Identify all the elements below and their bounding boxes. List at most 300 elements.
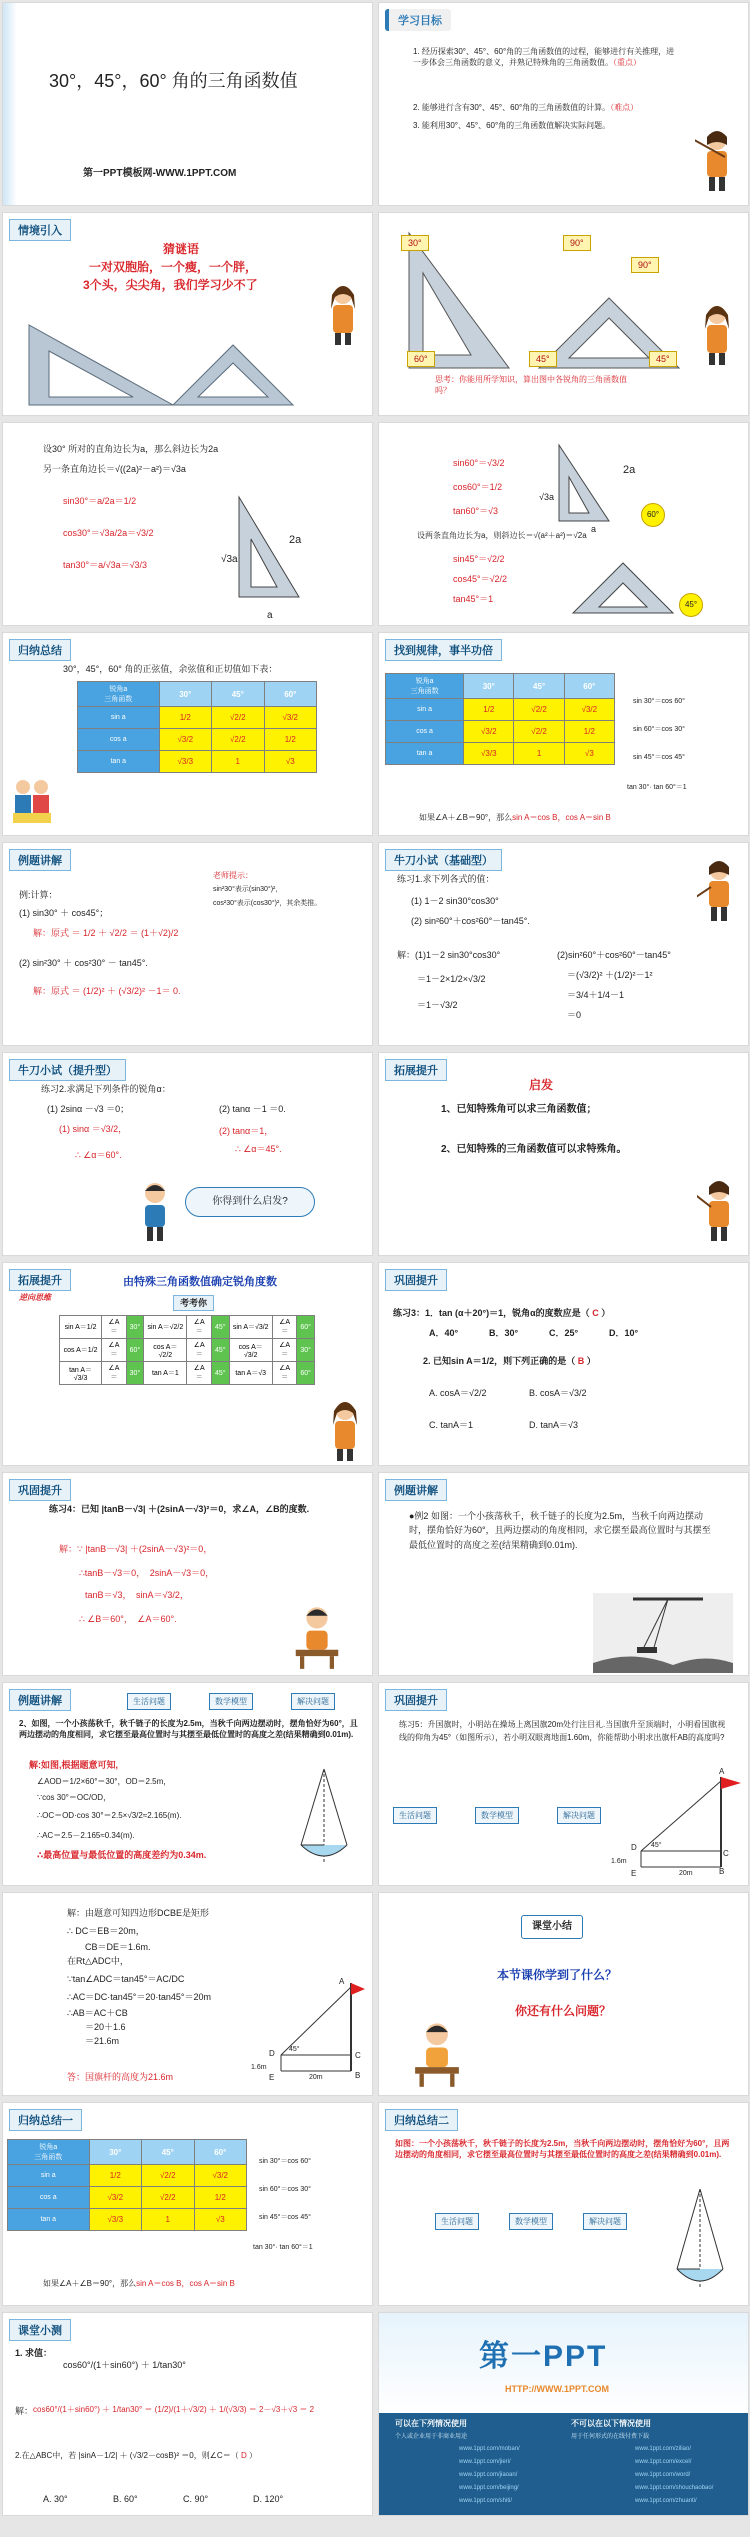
- slide-insight[interactable]: [378, 1052, 749, 1256]
- problem-text: 如图：一个小孩荡秋千，秋千链子的长度为2.5m，当秋千向两边摆动时，摆角恰好为60°，且两边摆动的角度相同，求它摆至最高位置时与其摆至最低位置时的高度之差(结果精确到0.01m).: [395, 2139, 730, 2159]
- formula-cos60: cos60°＝1/2: [453, 482, 503, 492]
- row-header: tan a: [8, 2209, 90, 2231]
- teacher-icon: [697, 1179, 741, 1243]
- quiz-label: 考考你: [173, 1295, 214, 1311]
- label-2a: 2a: [623, 464, 636, 476]
- triangle-30-60-90: [229, 487, 319, 617]
- table-cell: cos A＝√3/2: [229, 1339, 272, 1362]
- relation-4: tan 30°· tan 60°＝1: [253, 2244, 313, 2251]
- trig-value-table: [77, 681, 317, 773]
- exercise-q1-option[interactable]: C．25°: [549, 1328, 579, 1338]
- row-header: sin a: [386, 699, 464, 721]
- table-cell: tan A＝√3: [229, 1362, 272, 1385]
- resource-link[interactable]: www.1ppt.com/word/: [635, 2472, 691, 2478]
- table-cell: ∠A＝: [102, 1339, 127, 1362]
- section-header: 拓展提升: [9, 1269, 71, 1291]
- trig-value-table: [7, 2139, 247, 2231]
- label-root3a: √3a: [221, 554, 238, 565]
- resource-link[interactable]: www.1ppt.com/moban/: [459, 2446, 520, 2452]
- label-root3a: √3a: [539, 492, 554, 502]
- col-header: 45°: [212, 682, 264, 707]
- corner-cell: 锐角a 三角函数: [8, 2140, 90, 2165]
- label-2a: 2a: [289, 534, 302, 546]
- resource-link[interactable]: www.1ppt.com/jieri/: [459, 2459, 511, 2465]
- solution-line-2: ∴tanB－√3＝0， 2sinA－√3＝0，: [79, 1568, 215, 1578]
- flow-step-life: 生活问题: [393, 1807, 437, 1824]
- col-header: 60°: [194, 2140, 247, 2165]
- slide-pattern[interactable]: [378, 632, 749, 836]
- exercise-q2-option[interactable]: D. tanA＝√3: [529, 1420, 578, 1430]
- label-D: D: [269, 2049, 275, 2058]
- license-forbidden-title: 不可以在以下情况使用: [571, 2419, 651, 2428]
- table-cell: √3: [194, 2209, 247, 2231]
- answer-2-line-2: ＝(√3/2)² ＋(1/2)²－1²: [567, 970, 653, 980]
- table-cell: √3/2: [89, 2187, 141, 2209]
- table-cell: √3: [264, 751, 317, 773]
- slide-angles[interactable]: [378, 212, 749, 416]
- trig-value-table: [385, 673, 615, 765]
- label-A: A: [339, 1977, 345, 1986]
- practice-title: 练习1.求下列各式的值：: [397, 874, 495, 884]
- example-q1: (1) sin30° ＋ cos45°；: [19, 908, 109, 918]
- slide-example-1[interactable]: [2, 842, 373, 1046]
- table-cell: ∠A＝: [187, 1316, 212, 1339]
- col-header: 60°: [564, 674, 614, 699]
- solution-line-1: 解：∵ |tanB－√3| ＋(2sinA－√3)²＝0，: [59, 1544, 213, 1554]
- answer-cell: 30°: [297, 1339, 315, 1362]
- swing-photo-illustration: [593, 1593, 733, 1673]
- solution-line-8: ＝20＋1.6: [85, 2022, 126, 2032]
- table-cell: √3/3: [89, 2209, 141, 2231]
- slide-summary-table[interactable]: [2, 632, 373, 836]
- slide-subtitle: 第一PPT模板网-WWW.1PPT.COM: [83, 168, 237, 179]
- answer-2-line-1: (2)sin²60°＋cos²60°－tan45°: [557, 950, 671, 960]
- goal-2: 2. 能够进行含有30°、45°、60°角的三角函数值的计算。（难点）: [413, 103, 639, 112]
- teacher-tip-1: sin²30°表示(sin30°)²，: [213, 886, 283, 893]
- resource-link[interactable]: www.1ppt.com/ziliao/: [635, 2446, 692, 2452]
- label-E: E: [269, 2073, 275, 2082]
- girl-icon: [321, 283, 365, 347]
- girl-icon: [323, 1399, 367, 1463]
- row-header: sin a: [8, 2165, 90, 2187]
- practice-title: 练习2.求满足下列条件的锐角α：: [41, 1084, 171, 1094]
- student-writing-icon: [409, 2019, 465, 2089]
- resource-link[interactable]: www.1ppt.com/excel/: [635, 2459, 692, 2465]
- table-cell: √3/2: [464, 721, 514, 743]
- riddle-line-2: 3个头，尖尖角，我们学习少不了: [83, 278, 258, 292]
- col-header: 45°: [142, 2140, 194, 2165]
- exercise-q2-option[interactable]: B. cosA＝√3/2: [529, 1388, 587, 1398]
- label-a: a: [267, 610, 273, 621]
- col-header: 30°: [464, 674, 514, 699]
- relation-2: sin 60°＝cos 30°: [259, 2186, 311, 2193]
- section-header: 巩固提升: [9, 1479, 71, 1501]
- insight-2: 2、已知特殊的三角函数值可以求特殊角。: [441, 1144, 627, 1155]
- thinking-boy-icon: [133, 1179, 177, 1243]
- exercise-q1-option[interactable]: D．10°: [609, 1328, 639, 1338]
- formula-tan45: tan45°＝1: [453, 594, 494, 604]
- answer-2-line-4: ＝0: [567, 1010, 582, 1020]
- example-a2: 解：原式 ＝ (1/2)² ＋ (√3/2)² －1＝ 0.: [33, 986, 181, 996]
- answer-2-line-3: ＝3/4＋1/4－1: [567, 990, 625, 1000]
- angle-label-60: 60°: [407, 351, 435, 367]
- table-cell: cos A＝1/2: [60, 1339, 102, 1362]
- practice-q2: (2) sin²60°＋cos²60°－tan45°.: [411, 916, 530, 926]
- quiz-solution-label: 解：: [15, 2406, 34, 2416]
- answer-1-line-2: ∴ ∠α＝60°.: [75, 1150, 122, 1160]
- section-header: 巩固提升: [385, 1689, 447, 1711]
- table-cell: ∠A＝: [102, 1316, 127, 1339]
- table-cell: √3: [564, 743, 614, 765]
- section-header: 学习目标: [385, 9, 451, 31]
- angle-label-90-b: 90°: [631, 257, 659, 273]
- solution-line-7: ∴AB＝AC＋CB: [67, 2008, 128, 2018]
- badge-60: 60°: [641, 503, 665, 527]
- think-question: 思考：你能用所学知识，算出图中各锐角的三角函数值吗？: [435, 375, 627, 395]
- answer-1-line-1: 解：(1)1－2 sin30°cos30°: [397, 950, 501, 960]
- slide-exercise-4[interactable]: [2, 1472, 373, 1676]
- table-cell: sin A＝1/2: [60, 1316, 102, 1339]
- swing-geometry-figure: [289, 1763, 359, 1873]
- resource-link[interactable]: www.1ppt.com/beijing/: [459, 2485, 519, 2491]
- table-cell: √2/2: [514, 721, 564, 743]
- table-cell: √2/2: [212, 729, 264, 751]
- label-C: C: [723, 1849, 729, 1858]
- insight-1: 1、已知特殊角可以求三角函数值；: [441, 1104, 597, 1115]
- slide-quiz[interactable]: [2, 2312, 373, 2516]
- row-header: cos a: [386, 721, 464, 743]
- exercise-q2-option[interactable]: C. tanA＝1: [429, 1420, 474, 1430]
- example-problem: ●例2 如图：一个小孩荡秋千，秋千链子的长度为2.5m，当秋千向两边摆动时，摆角恰好为60°，且两边摆动的角度相同，求它摆至最高位置时与其摆至最低位置时的高度之差(结果精确到0.01m).: [409, 1511, 711, 1550]
- relation-2: sin 60°＝cos 30°: [633, 726, 685, 733]
- table-cell: sin A＝√3/2: [229, 1316, 272, 1339]
- row-header: cos a: [8, 2187, 90, 2209]
- label-20m: 20m: [309, 2074, 323, 2081]
- section-header: 巩固提升: [385, 1269, 447, 1291]
- formula-sin60: sin60°＝√3/2: [453, 458, 505, 468]
- exercise-q1-option[interactable]: A．40°: [429, 1328, 459, 1338]
- table-cell: cos A＝√2/2: [144, 1339, 187, 1362]
- formula-cos30: cos30°＝√3a/2a＝√3/2: [63, 528, 154, 538]
- flow-step-model: 数学模型: [475, 1807, 519, 1824]
- problem-text: 2、如图，一个小孩荡秋千，秋千链子的长度为2.5m，当秋千向两边摆动时，摆角恰好为60°，且两边摆动的角度相同，求它摆至最高位置时与其摆至最低位置时的高度之差(结果精确到0.01m).: [19, 1719, 358, 1739]
- row-header: tan a: [386, 743, 464, 765]
- table-cell: 1/2: [464, 699, 514, 721]
- answer-cell: 60°: [126, 1339, 144, 1362]
- section-header: 例题讲解: [9, 1689, 71, 1711]
- flow-step-model: 数学模型: [509, 2213, 553, 2230]
- slide-practice-2[interactable]: [2, 1052, 373, 1256]
- flow-step-solve: 解决问题: [557, 1807, 601, 1824]
- formula-sin45: sin45°＝√2/2: [453, 554, 505, 564]
- table-cell: √3/2: [194, 2165, 247, 2187]
- slide-summary-2[interactable]: [378, 2102, 749, 2306]
- summary-question-1: 本节课你学到了什么？: [497, 1968, 618, 1982]
- section-header: 找到规律，事半功倍: [385, 639, 502, 661]
- quiz-q2: 2.在△ABC中，若 |sinA－1/2| ＋ (√3/2－cosB)² ＝0，则∠C＝（ D ）: [15, 2451, 257, 2460]
- goal-1: 1. 经历探索30°、45°、60°角的三角函数值的过程，能够进行有关推理，进一步体会三角函数的意义，并熟记特殊角的三角函数值。（重点）: [413, 47, 675, 67]
- row-header: sin a: [78, 707, 160, 729]
- section-header: 归纳总结一: [9, 2109, 82, 2131]
- answer-1-line-1: (1) sinα ＝√3/2，: [59, 1124, 128, 1134]
- table-cell: 1/2: [159, 707, 211, 729]
- example-title: 例:计算：: [19, 890, 58, 900]
- resource-link[interactable]: www.1ppt.com/zhuanti/: [635, 2498, 697, 2504]
- flow-step-solve: 解决问题: [583, 2213, 627, 2230]
- answer-2-line-1: (2) tanα＝1，: [219, 1126, 274, 1136]
- solution-line-4: ∴OC＝OD·cos 30°＝2.5×√3/2≈2.165(m).: [37, 1811, 182, 1820]
- relation-4: tan 30°· tan 60°＝1: [627, 784, 687, 791]
- teacher-tip-title: 老师提示：: [213, 871, 253, 880]
- complementary-note: 如果∠A＋∠B＝90°，那么sin A＝cos B，cos A＝sin B: [43, 2279, 235, 2288]
- slide-title-text: 30°，45°，60° 角的三角函数值: [49, 71, 298, 91]
- solution-line-1: 解:如图,根据题意可知,: [29, 1760, 118, 1770]
- table-cell: ∠A＝: [187, 1362, 212, 1385]
- answer-cell: 45°: [212, 1316, 230, 1339]
- exercise-q2: 2. 已知sin A＝1/2，则下列正确的是（ B ）: [423, 1356, 596, 1366]
- answer-2-line-2: ∴ ∠α＝45°.: [235, 1144, 282, 1154]
- table-intro: 30°，45°，60° 角的正弦值，余弦值和正切值如下表：: [63, 664, 278, 674]
- relation-3: sin 45°＝cos 45°: [633, 754, 685, 761]
- answer-cell: 30°: [126, 1316, 144, 1339]
- table-cell: ∠A＝: [102, 1362, 127, 1385]
- table-cell: √3/3: [464, 743, 514, 765]
- section-header: 拓展提升: [385, 1059, 447, 1081]
- exercise-q1: 练习3：1．tan (α＋20°)＝1，锐角α的度数应是（ C ）: [393, 1308, 611, 1318]
- table-cell: tan A＝√3/3: [60, 1362, 102, 1385]
- reverse-title: 由特殊三角函数值确定锐角度数: [123, 1276, 277, 1288]
- label-1.6m: 1.6m: [611, 1858, 627, 1865]
- solution-line-4: 在Rt△ADC中，: [67, 1956, 129, 1966]
- riddle-title: 猜谜语: [163, 242, 200, 256]
- slide-practice-1[interactable]: [378, 842, 749, 1046]
- license-forbidden-text: 用于任何形式的在线付费下载: [571, 2434, 650, 2440]
- students-reading-icon: [9, 769, 53, 833]
- exercise-q1-option[interactable]: B．30°: [489, 1328, 519, 1338]
- relation-3: sin 45°＝cos 45°: [259, 2214, 311, 2221]
- col-header: 30°: [89, 2140, 141, 2165]
- reverse-thinking-label: 逆向思维: [19, 1293, 51, 1302]
- answer-cell: 30°: [126, 1362, 144, 1385]
- badge-45: 45°: [679, 593, 703, 617]
- angle-label-90-a: 90°: [563, 235, 591, 251]
- table-cell: ∠A＝: [272, 1316, 297, 1339]
- flow-step-model: 数学模型: [209, 1693, 253, 1710]
- label-E: E: [631, 1869, 637, 1878]
- swing-geometry-figure: [665, 2183, 735, 2299]
- slide-example-2-solution[interactable]: [2, 1682, 373, 1886]
- row-header: cos a: [78, 729, 160, 751]
- section-header: 例题讲解: [385, 1479, 447, 1501]
- solution-line-5: ∴AC＝2.5－2.165≈0.34(m).: [37, 1831, 135, 1840]
- slide-intro[interactable]: [2, 212, 373, 416]
- slide-derive-30[interactable]: [2, 422, 373, 626]
- table-cell: 1/2: [89, 2165, 141, 2187]
- solution-answer: 答：国旗杆的高度为21.6m: [67, 2072, 174, 2082]
- license-allowed-title: 可以在下列情况使用: [395, 2419, 467, 2428]
- quiz-q2-option[interactable]: B. 60°: [113, 2494, 138, 2504]
- table-cell: √3/2: [159, 729, 211, 751]
- thought-bubble: 你得到什么启发?: [185, 1187, 315, 1217]
- section-header: 归纳总结: [9, 639, 71, 661]
- practice-q1: (1) 1－2 sin30°cos30°: [411, 896, 499, 906]
- solution-line-3: CB＝DE＝1.6m.: [85, 1942, 151, 1952]
- table-cell: 1/2: [264, 729, 317, 751]
- triangle-45: [563, 551, 683, 621]
- section-header: 情境引入: [9, 219, 71, 241]
- example-a1: 解：原式 ＝ 1/2 ＋ √2/2 ＝ (1＋√2)/2: [33, 928, 179, 938]
- resource-link[interactable]: www.1ppt.com/shouchaobao/: [635, 2485, 714, 2491]
- brand-url[interactable]: HTTP://WWW.1PPT.COM: [505, 2384, 609, 2394]
- section-header: 课堂小测: [9, 2319, 71, 2341]
- label-C: C: [355, 2051, 361, 2060]
- left-stripe: [3, 3, 17, 206]
- teacher-icon: [697, 859, 741, 923]
- practice-q2: (2) tanα －1 ＝0.: [219, 1104, 286, 1114]
- table-cell: 1: [212, 751, 264, 773]
- col-header: 60°: [264, 682, 317, 707]
- table-cell: 1/2: [194, 2187, 247, 2209]
- solution-line-5: ∵tan∠ADC＝tan45°＝AC/DC: [67, 1974, 185, 1984]
- table-cell: sin A＝√2/2: [144, 1316, 187, 1339]
- solution-line-2: ∠AOD＝1/2×60°＝30°，OD＝2.5m，: [37, 1777, 172, 1786]
- slide-exercise-5-solution[interactable]: [2, 1892, 373, 2096]
- corner-cell: 锐角a 三角函数: [386, 674, 464, 699]
- flow-step-solve: 解决问题: [291, 1693, 335, 1710]
- goal-3: 3. 能利用30°、45°、60°角的三角函数值解决实际问题。: [413, 121, 611, 130]
- flow-step-life: 生活问题: [435, 2213, 479, 2230]
- solution-line-6: ∴AC＝DC·tan45°＝20·tan45°＝20m: [67, 1992, 211, 2002]
- teacher-tip-2: cos²30°表示(cos30°)²，其余类推。: [213, 900, 322, 907]
- answer-cell: 45°: [212, 1362, 230, 1385]
- label-D: D: [631, 1843, 637, 1852]
- solution-line-9: ＝21.6m: [85, 2036, 120, 2046]
- line-hyp-45: 设两条直角边长为a，则斜边长＝√(a²＋a²)＝√2a: [417, 531, 587, 540]
- triangle-rulers-illustration: [23, 305, 303, 413]
- solution-line-3: tanB＝√3， sinA＝√3/2，: [85, 1590, 189, 1600]
- section-header: 牛刀小试（提升型）: [9, 1059, 126, 1081]
- angle-label-30: 30°: [401, 235, 429, 251]
- answer-cell: 60°: [297, 1362, 315, 1385]
- section-header: 例题讲解: [9, 849, 71, 871]
- quiz-q2-option[interactable]: C. 90°: [183, 2494, 209, 2504]
- example-q2: (2) sin²30° ＋ cos²30° － tan45°.: [19, 958, 148, 968]
- formula-tan60: tan60°＝√3: [453, 506, 499, 516]
- flagpole-figure: [275, 1973, 365, 2083]
- summary-title: 课堂小结: [521, 1915, 583, 1939]
- resource-link[interactable]: www.1ppt.com/jiaoan/: [459, 2472, 518, 2478]
- reverse-angle-table: [59, 1315, 315, 1385]
- table-cell: ∠A＝: [272, 1362, 297, 1385]
- table-cell: √3/3: [159, 751, 211, 773]
- answer-cell: 45°: [212, 1339, 230, 1362]
- angle-label-45-b: 45°: [649, 351, 677, 367]
- table-cell: ∠A＝: [272, 1339, 297, 1362]
- slide-title[interactable]: [2, 2, 373, 206]
- table-cell: √3/2: [264, 707, 317, 729]
- slide-class-summary[interactable]: [378, 1892, 749, 2096]
- solution-conclusion: ∴最高位置与最低位置的高度差约为0.34m.: [37, 1850, 207, 1860]
- label-a: a: [591, 524, 597, 534]
- teacher-icon: [695, 129, 739, 193]
- relation-1: sin 30°＝cos 60°: [633, 698, 685, 705]
- angle-label-45-a: 45°: [529, 351, 557, 367]
- label-B: B: [355, 2071, 361, 2080]
- slide-example-2[interactable]: [378, 1472, 749, 1676]
- answer-1-line-2: ＝1－2×1/2×√3/2: [417, 974, 486, 984]
- solution-line-1: 解：由题意可知四边形DCBE是矩形: [67, 1908, 210, 1918]
- table-cell: √2/2: [212, 707, 264, 729]
- table-cell: √2/2: [142, 2165, 194, 2187]
- solution-line-2: ∴ DC＝EB＝20m，: [67, 1926, 145, 1936]
- table-cell: √2/2: [514, 699, 564, 721]
- section-header: 牛刀小试（基础型）: [385, 849, 502, 871]
- exercise-q2-option[interactable]: A. cosA＝√2/2: [429, 1388, 487, 1398]
- table-cell: √2/2: [142, 2187, 194, 2209]
- slide-goals[interactable]: [378, 2, 749, 206]
- label-1.6m: 1.6m: [251, 2064, 267, 2071]
- corner-cell: 锐角a 三角函数: [78, 682, 160, 707]
- col-header: 30°: [159, 682, 211, 707]
- slide-reverse[interactable]: [2, 1262, 373, 1466]
- label-45: 45°: [289, 2046, 300, 2053]
- slide-derive-60-45[interactable]: [378, 422, 749, 626]
- resource-link[interactable]: www.1ppt.com/shiti/: [459, 2498, 513, 2504]
- formula-cos45: cos45°＝√2/2: [453, 574, 508, 584]
- quiz-solution: cos60°/(1＋sin60°) ＋ 1/tan30° ＝ (1/2)/(1＋√3/2) ＋ 1/(√3/3) ＝ 2－√3＋√3 ＝ 2: [33, 2405, 315, 2414]
- row-header: tan a: [78, 751, 160, 773]
- label-20m: 20m: [679, 1870, 693, 1877]
- flow-step-life: 生活问题: [127, 1693, 171, 1710]
- quiz-q2-option[interactable]: A. 30°: [43, 2494, 68, 2504]
- formula-tan30: tan30°＝a/√3a＝√3/3: [63, 560, 148, 570]
- slide-exercise-3[interactable]: [378, 1262, 749, 1466]
- girl-icon: [695, 303, 739, 367]
- line-hypotenuse: 设30° 所对的直角边长为a，那么斜边长为2a: [43, 444, 219, 454]
- practice-q1: (1) 2sinα －√3 ＝0；: [47, 1104, 130, 1114]
- quiz-q2-option[interactable]: D. 120°: [253, 2494, 284, 2504]
- slide-exercise-5[interactable]: [378, 1682, 749, 1886]
- brand-logo: 第一PPT: [479, 2340, 608, 2373]
- slide-brand[interactable]: [378, 2312, 749, 2516]
- answer-1-line-3: ＝1－√3/2: [417, 1000, 458, 1010]
- table-cell: 1: [514, 743, 564, 765]
- answer-cell: 60°: [297, 1316, 315, 1339]
- label-45: 45°: [651, 1842, 662, 1849]
- table-cell: 1: [142, 2209, 194, 2231]
- line-leg: 另一条直角边长＝√((2a)²－a²)＝√3a: [43, 464, 186, 474]
- relation-1: sin 30°＝cos 60°: [259, 2158, 311, 2165]
- slide-summary-1[interactable]: [2, 2102, 373, 2306]
- quiz-q1-label: 1. 求值：: [15, 2348, 53, 2358]
- table-cell: √3/2: [564, 699, 614, 721]
- label-B: B: [719, 1867, 725, 1876]
- section-header: 归纳总结二: [385, 2109, 458, 2131]
- triangle-60: [549, 435, 629, 531]
- flagpole-figure: [631, 1767, 741, 1877]
- label-A: A: [719, 1767, 725, 1776]
- solution-line-4: ∴ ∠B＝60°， ∠A＝60°.: [79, 1614, 177, 1624]
- complementary-note: 如果∠A＋∠B＝90°，那么sin A＝cos B，cos A＝sin B: [419, 813, 611, 822]
- table-cell: ∠A＝: [187, 1339, 212, 1362]
- student-writing-icon: [289, 1603, 345, 1671]
- quiz-q1-expression: cos60°/(1＋sin60°) ＋ 1/tan30°: [63, 2360, 186, 2370]
- formula-sin30: sin30°＝a/2a＝1/2: [63, 496, 137, 506]
- license-allowed-text: 个人或企业用于非商业用途: [395, 2434, 468, 2440]
- col-header: 45°: [514, 674, 564, 699]
- exercise-problem: 练习5：升国旗时，小明站在操场上离国旗20m处行注目礼.当国旗升至顶端时，小明看国旗视线的仰角为45°（如图所示），若小明双眼离地面1.60m，你能帮助小明求出旗杆AB的高度吗?: [399, 1720, 726, 1742]
- summary-question-2: 你还有什么问题？: [515, 2004, 612, 2018]
